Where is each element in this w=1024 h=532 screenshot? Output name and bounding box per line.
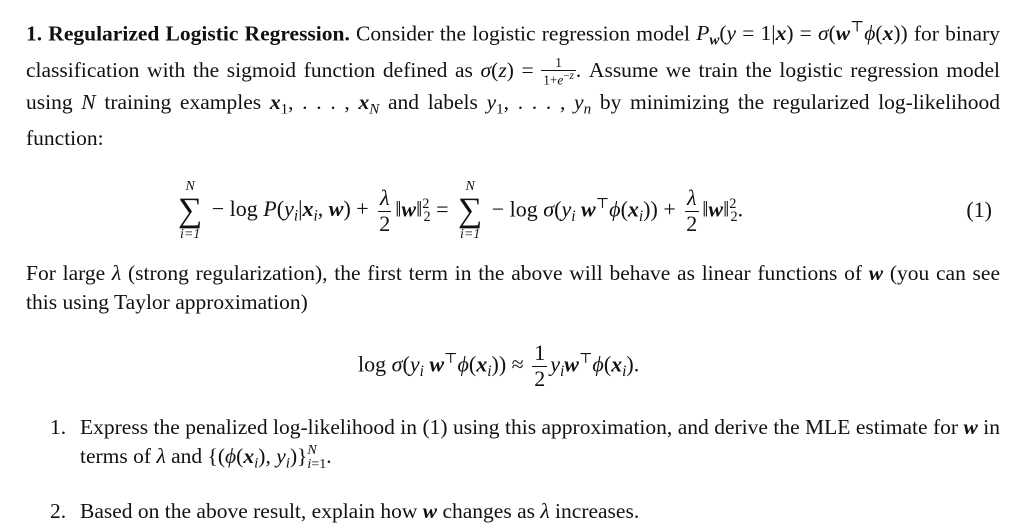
labels-formula: $y_1$, . . . , $y_n$ — [486, 89, 592, 118]
dataset-set-formula: {($\phi(x_i)$, $y_i$)} N i=1 . — [207, 443, 332, 473]
examples-formula: $x_1$, . . . , $x_N$ — [269, 89, 380, 118]
w-symbol: w — [868, 261, 884, 286]
equation-1 — [26, 167, 1000, 255]
subquestion-2 — [26, 497, 1000, 526]
w-symbol-q2: w — [422, 498, 438, 523]
lambda-over-2-b: $\frac{\lambda}{2}$ — [686, 185, 698, 236]
intro-text-5: and labels — [387, 89, 478, 114]
equation-1-body: N ∑ i=1 − $\log P(y_i|x_i$, w) + $\frac{\lambda}{2}$ ‖w‖$^2_2$ = N ∑ i=1 − $\log \sigma(y_i$ $w^⊤\phi(x_i)$) + $\frac{\lambda}{2}$ ‖w‖$^2_2$. — [178, 179, 744, 243]
lambda-symbol-q1: λ — [156, 444, 166, 469]
w-symbol-q1: w — [963, 415, 978, 440]
summation-symbol: N ∑ i=1 — [178, 179, 203, 243]
lambda-symbol-q2: λ — [540, 498, 550, 523]
sigmoid-formula: σ(z) = $\frac{1}{1+e^{-z}}$ . — [480, 55, 582, 88]
subquestion-2-marker: 2. — [50, 498, 67, 523]
model-formula: $P_w(y = 1|x) = \sigma(w^⊤\phi(x))$ — [696, 20, 908, 49]
subquestion-1-text-1: Express the penalized log-likelihood in (1) using this approximation, and derive the MLE estimate for — [80, 415, 959, 440]
subquestion-2-text-3: increases. — [555, 498, 640, 523]
lambda-over-2: $\frac{\lambda}{2}$ — [379, 185, 391, 236]
intro-text-3: Assume we train the logistic regression model using — [26, 57, 1001, 114]
equation-number: (1) — [966, 197, 992, 223]
lambda-symbol: λ — [111, 261, 122, 286]
para2-text-2: (strong regularization), the first term in the above will behave as linear functions of — [127, 261, 863, 286]
subquestion-1 — [26, 413, 1000, 479]
problem-title: Regularized Logistic Regression. — [48, 21, 350, 46]
subquestion-2-text-2: changes as — [442, 498, 535, 523]
intro-text-2: for binary classification with the sigmoid function defined as — [26, 21, 1000, 82]
subquestion-1-text-2: in terms of — [80, 415, 1001, 469]
taylor-approximation-body: $\log \sigma(y_i$ $w^⊤\phi(x_i)$) ≈ $\frac{1}{2}$ $y_iw^⊤\phi(x_i)$. — [358, 340, 640, 391]
subquestion-2-text-1: Based on the above result, explain how — [80, 498, 418, 523]
intro-text-4: training examples — [104, 89, 262, 114]
problem-statement — [26, 14, 1000, 153]
subquestion-1-marker: 1. — [50, 415, 67, 440]
paragraph-2 — [26, 259, 1000, 317]
intro-text-1: Consider the logistic regression model — [356, 21, 691, 46]
subquestion-list — [26, 413, 1000, 526]
para2-text-1: For large — [26, 261, 106, 286]
intro-text-6: by minimizing the regularized log-likelihood function: — [26, 89, 1001, 151]
para2-text-3: (you can see this using Taylor approximation) — [26, 261, 1001, 315]
n-symbol: N — [81, 89, 96, 114]
problem-number: 1. — [26, 21, 43, 46]
summation-symbol-2: N ∑ i=1 — [458, 179, 483, 243]
subquestion-1-text-3: and — [171, 444, 203, 469]
taylor-approximation — [26, 335, 1000, 397]
one-half: $\frac{1}{2}$ — [534, 340, 546, 391]
